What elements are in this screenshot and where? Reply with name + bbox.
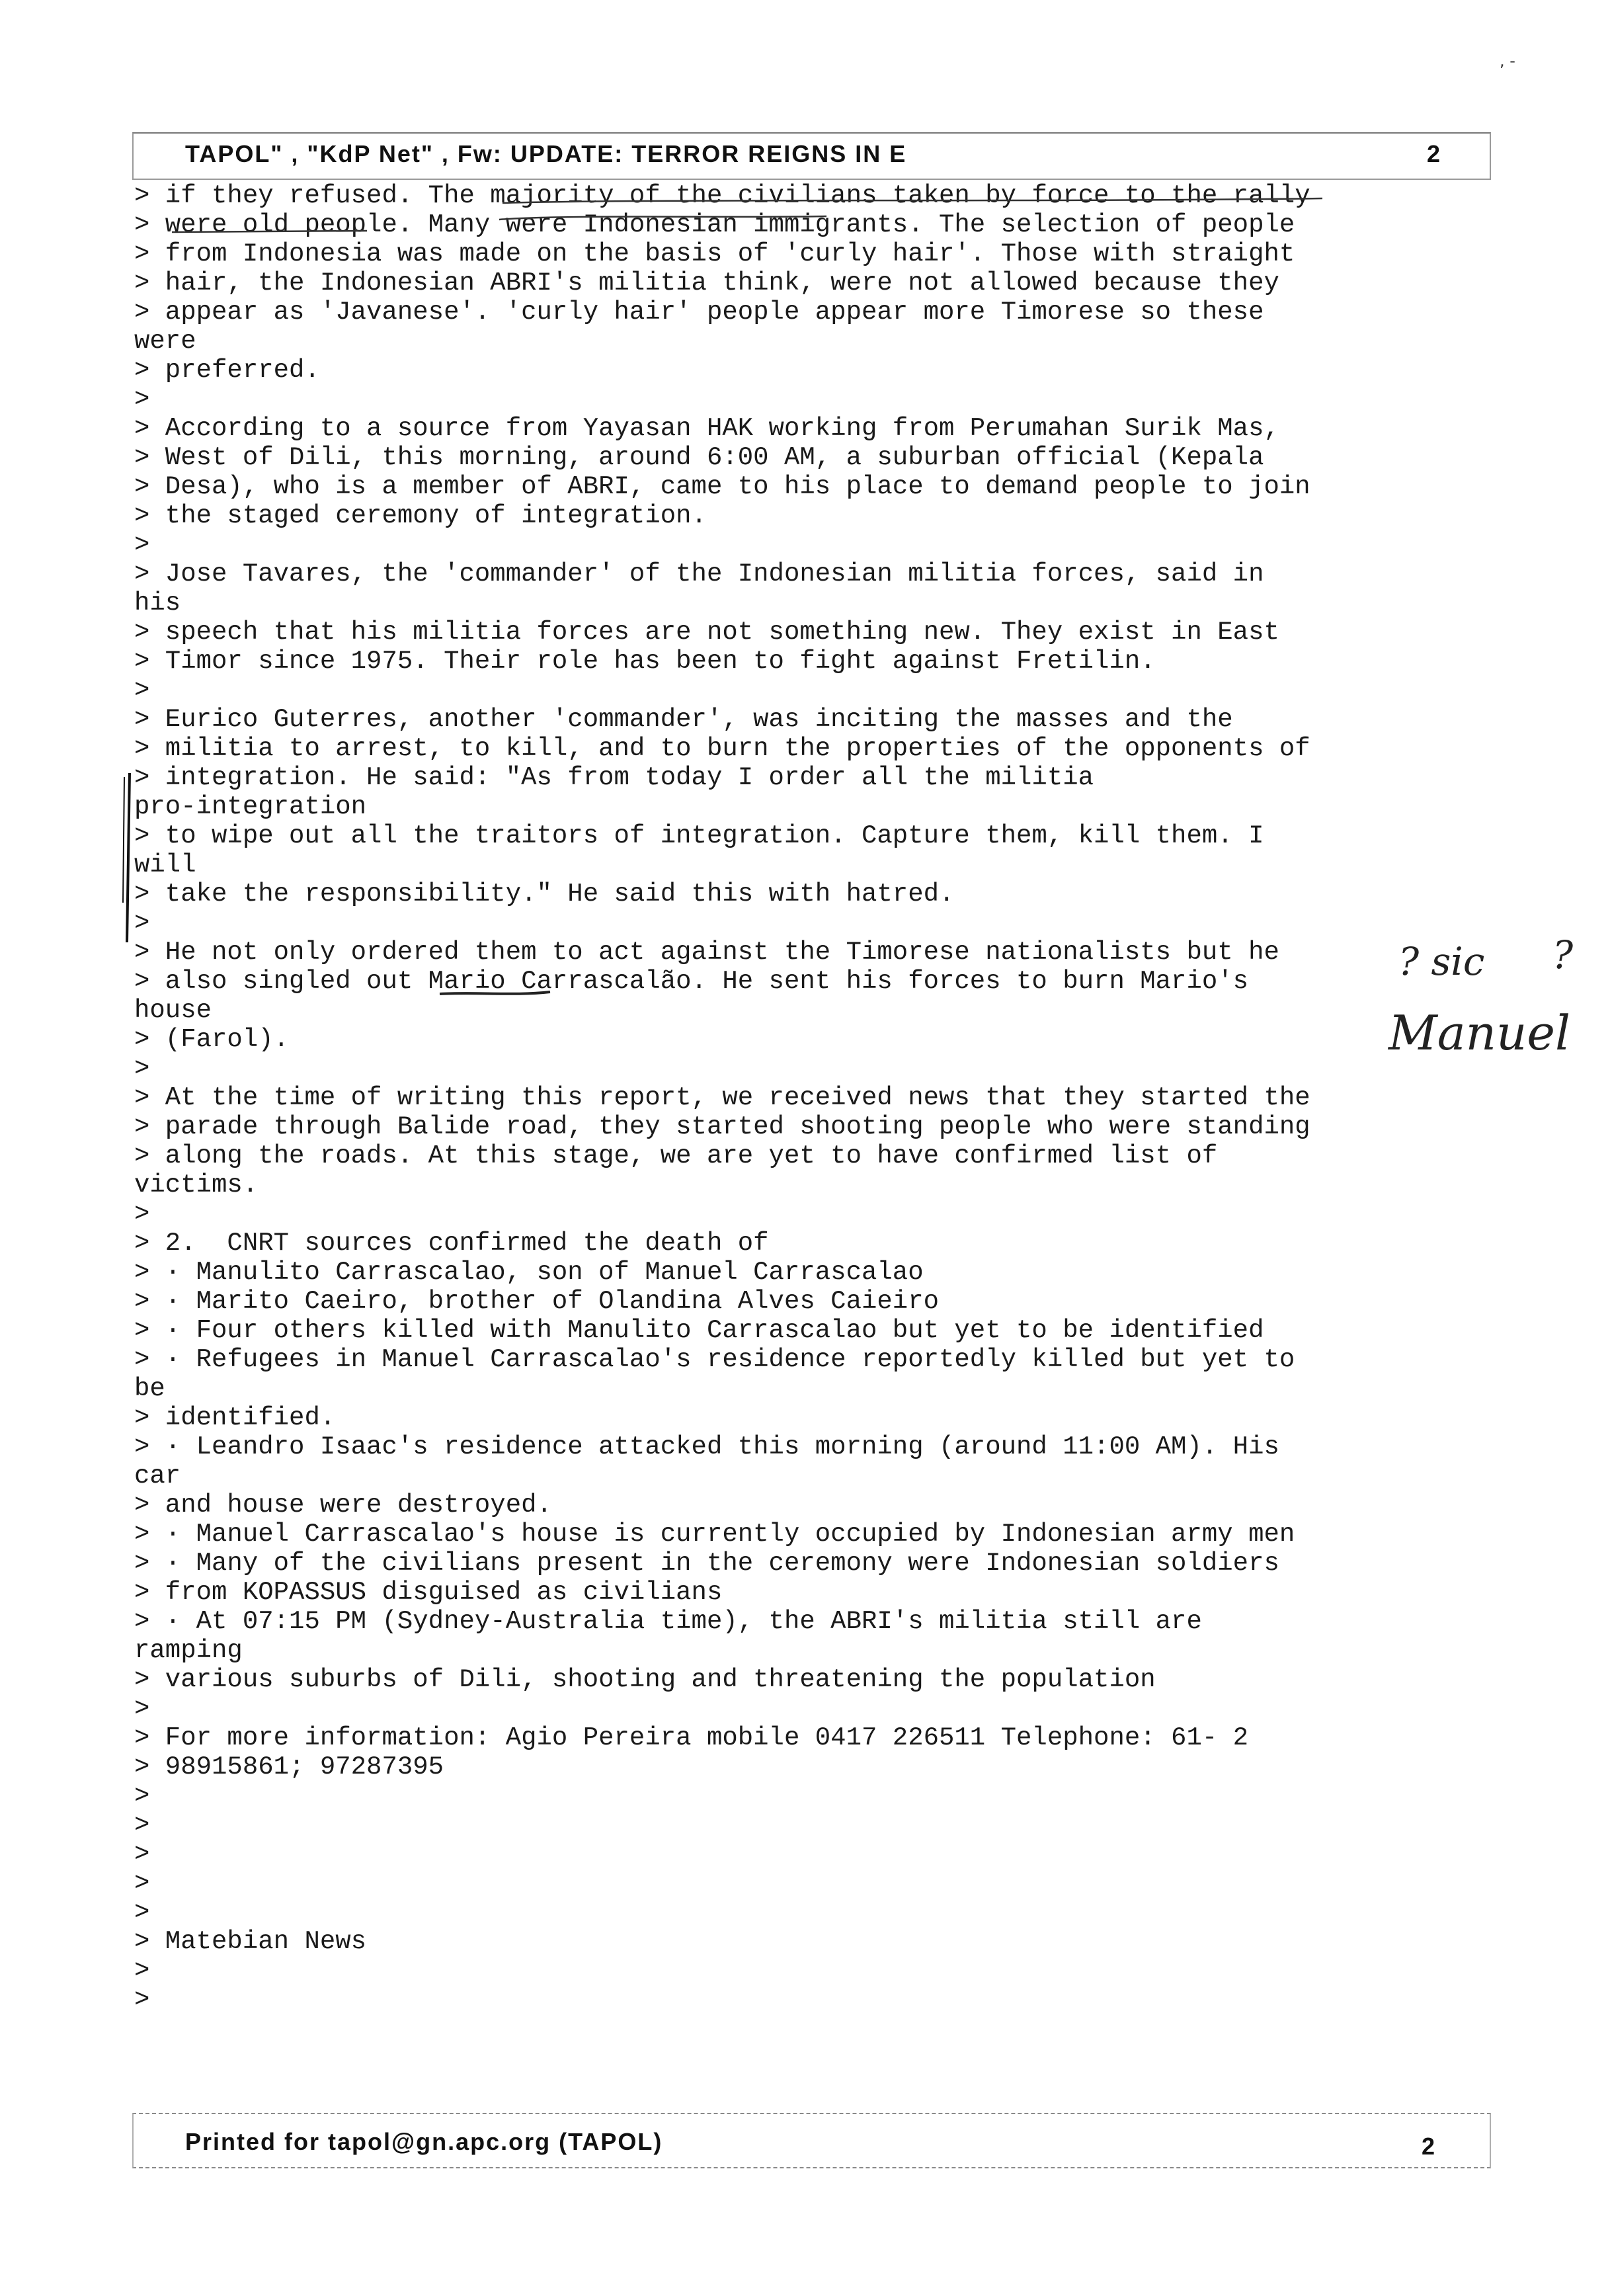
body-line: > 2. CNRT sources confirmed the death of — [134, 1229, 769, 1258]
body-line: > West of Dili, this morning, around 6:00 AM, a suburban official (Kepala — [134, 443, 1264, 472]
body-line: > Matebian News — [134, 1927, 367, 1956]
body-line: ramping — [134, 1636, 243, 1665]
body-line: > According to a source from Yayasan HAK working from Perumahan Surik Mas, — [134, 414, 1279, 443]
body-line: house — [134, 996, 212, 1025]
body-line: pro-integration — [134, 792, 367, 821]
body-line: his — [134, 589, 181, 618]
body-line: > He not only ordered them to act against the Timorese nationalists but he — [134, 938, 1279, 967]
body-line: be — [134, 1374, 165, 1403]
body-line: > from Indonesia was made on the basis of 'curly hair'. Those with straight — [134, 239, 1295, 268]
body-line: > integration. He said: "As from today I order all the militia — [134, 763, 1094, 792]
body-line: > Jose Tavares, the 'commander' of the Indonesian militia forces, said in — [134, 559, 1264, 589]
body-line: > · Manuel Carrascalao's house is currently occupied by Indonesian army men — [134, 1520, 1295, 1549]
body-line: car — [134, 1461, 181, 1491]
body-line: > along the roads. At this stage, we are yet to have confirmed list of — [134, 1141, 1218, 1170]
body-line: > — [134, 1782, 150, 1811]
footer-page-number: 2 — [1422, 2133, 1435, 2160]
note-question-mark: ? — [1552, 932, 1574, 977]
body-line: > For more information: Agio Pereira mobile 0417 226511 Telephone: 61- 2 — [134, 1723, 1249, 1752]
body-line: > identified. — [134, 1403, 336, 1432]
body-line: > hair, the Indonesian ABRI's militia think, were not allowed because they — [134, 268, 1279, 298]
body-line: > Timor since 1975. Their role has been to fight against Fretilin. — [134, 647, 1156, 676]
footer-text: Printed for tapol@gn.apc.org (TAPOL) — [185, 2128, 663, 2155]
body-line: > — [134, 1869, 150, 1898]
body-line: > At the time of writing this report, we received news that they started the — [134, 1083, 1310, 1112]
body-line: > take the responsibility." He said this with hatred. — [134, 880, 955, 909]
body-line: > — [134, 1898, 150, 1927]
note-sic: ? sic — [1398, 939, 1485, 984]
body-line: > — [134, 1985, 150, 2014]
body-line: were — [134, 327, 196, 356]
body-line: > also singled out Mario Carrascalão. He sent his forces to burn Mario's — [134, 967, 1249, 996]
body-line: > — [134, 1840, 150, 1869]
body-line: victims. — [134, 1170, 259, 1200]
body-line: > appear as 'Javanese'. 'curly hair' people appear more Timorese so these — [134, 298, 1264, 327]
body-line: > · Manulito Carrascalao, son of Manuel Carrascalao — [134, 1258, 924, 1287]
body-line: > — [134, 1694, 150, 1723]
body-line: > to wipe out all the traitors of integration. Capture them, kill them. I — [134, 821, 1264, 850]
body-line: > various suburbs of Dili, shooting and threatening the population — [134, 1665, 1156, 1694]
body-line: > — [134, 676, 150, 705]
body-line: > parade through Balide road, they started shooting people who were standing — [134, 1112, 1310, 1141]
margin-bracket-mark — [118, 770, 138, 946]
body-line: > — [134, 1811, 150, 1840]
body-line: > preferred. — [134, 356, 320, 385]
body-line: will — [134, 850, 196, 880]
body-line: > · Four others killed with Manulito Carrascalao but yet to be identified — [134, 1316, 1264, 1345]
body-line: > — [134, 385, 150, 414]
body-line: > were old people. Many were Indonesian immigrants. The selection of people — [134, 210, 1295, 239]
body-line: > if they refused. The majority of the civilians taken by force to the rally — [134, 181, 1310, 210]
body-line: > · Many of the civilians present in the ceremony were Indonesian soldiers — [134, 1549, 1279, 1578]
body-line: > — [134, 909, 150, 938]
body-line: > and house were destroyed. — [134, 1491, 552, 1520]
body-line: > Desa), who is a member of ABRI, came to his place to demand people to join — [134, 472, 1310, 501]
note-manuel: Manuel — [1388, 1005, 1571, 1061]
corner-mark: , - — [1500, 52, 1515, 70]
body-line: > speech that his militia forces are not something new. They exist in East — [134, 618, 1279, 647]
body-line: > — [134, 1054, 150, 1083]
body-line: > — [134, 1956, 150, 1985]
body-line: > from KOPASSUS disguised as civilians — [134, 1578, 723, 1607]
header-page-number: 2 — [1427, 140, 1441, 167]
page-title: TAPOL" , "KdP Net" , Fw: UPDATE: TERROR REIGNS IN E — [185, 140, 907, 167]
body-line: > Eurico Guterres, another 'commander', was inciting the masses and the — [134, 705, 1233, 734]
body-line: > militia to arrest, to kill, and to burn the properties of the opponents of — [134, 734, 1310, 763]
body-line: > · Marito Caeiro, brother of Olandina Alves Caieiro — [134, 1287, 939, 1316]
email-body — [134, 181, 1310, 2014]
body-line: > — [134, 530, 150, 559]
body-line: > · Leandro Isaac's residence attacked this morning (around 11:00 AM). His — [134, 1432, 1279, 1461]
body-line: > the staged ceremony of integration. — [134, 501, 707, 530]
body-line: > — [134, 1200, 150, 1229]
body-line: > · At 07:15 PM (Sydney-Australia time), the ABRI's militia still are — [134, 1607, 1202, 1636]
body-line: > · Refugees in Manuel Carrascalao's residence reportedly killed but yet to — [134, 1345, 1295, 1374]
body-line: > 98915861; 97287395 — [134, 1752, 444, 1782]
body-line: > (Farol). — [134, 1025, 290, 1054]
handwritten-note — [1388, 932, 1587, 1085]
